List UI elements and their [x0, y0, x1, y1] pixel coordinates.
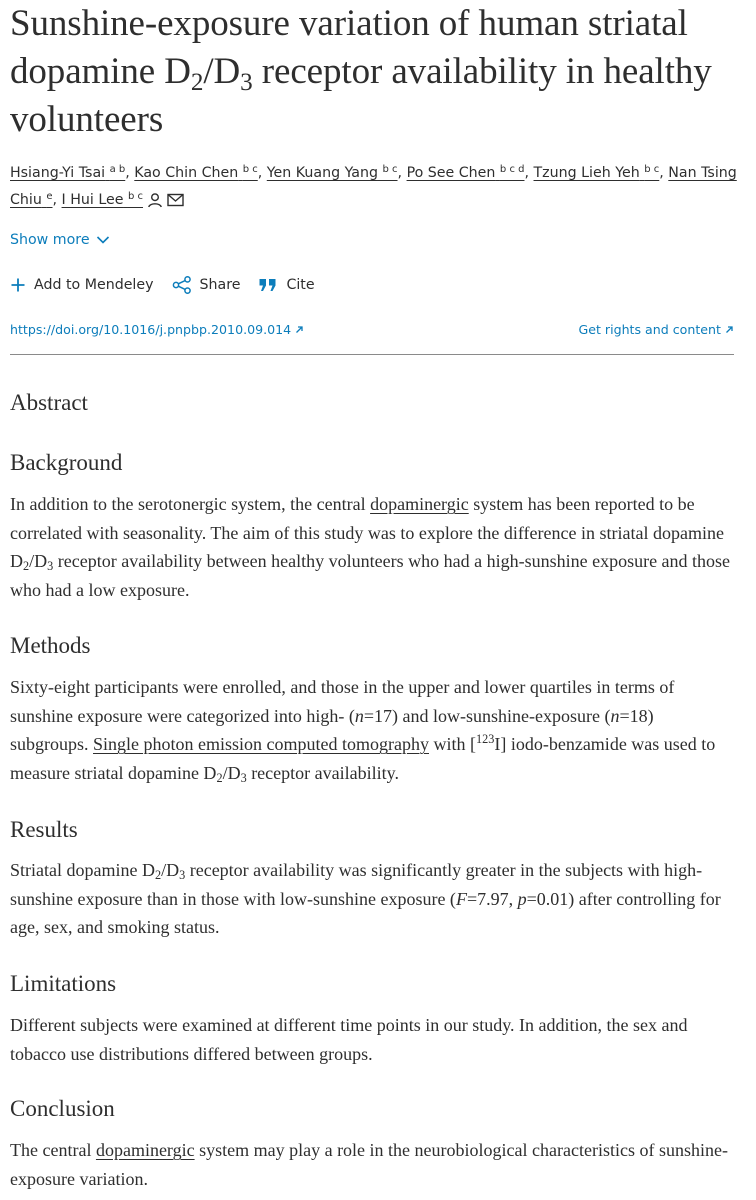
limitations-text: Different subjects were examined at different time points in our study. In addition, the sex and tobacco use distributions differed between groups.	[10, 1015, 688, 1064]
author-link[interactable]	[407, 165, 525, 181]
author-affiliation: b c	[644, 163, 660, 175]
italic-var: F	[455, 888, 467, 909]
chevron-down-icon	[96, 235, 110, 245]
share-icon	[172, 276, 192, 294]
article-actions	[10, 276, 333, 294]
text-run: /D	[29, 551, 48, 571]
author-name: Kao Chin Chen	[134, 165, 239, 181]
author-link[interactable]	[62, 192, 184, 208]
title-text: Sunshine-exposure variation of human striatal dopamine D	[10, 3, 688, 92]
spect-link[interactable]: Single photon emission computed tomography	[93, 734, 429, 754]
show-more-button[interactable]	[10, 232, 110, 248]
italic-var: n	[354, 705, 364, 726]
results-text	[10, 856, 736, 942]
author-name: Po See Chen	[406, 165, 496, 181]
author-link[interactable]	[10, 165, 125, 181]
text-run: receptor availability between healthy volunteers who had a high-sunshine exposure and those who had a low exposure.	[10, 551, 731, 600]
person-icon[interactable]	[147, 192, 163, 208]
article-links	[10, 322, 734, 337]
conclusion-text	[10, 1136, 736, 1193]
author-affiliation: e	[46, 190, 53, 202]
show-more-label: Show more	[10, 232, 90, 248]
author-name: Yen Kuang Yang	[266, 165, 378, 181]
limitations-heading: Limitations	[10, 971, 117, 996]
text-run: after controlling for age, sex, and smoking status.	[10, 888, 721, 937]
text-run: system has been reported to be correlated with seasonality. The aim of this study was to explore the difference in striatal dopamine D	[10, 494, 724, 571]
conclusion-heading: Conclusion	[10, 1096, 115, 1121]
author-name: Tzung Lieh Yeh	[533, 165, 640, 181]
cite-label: Cite	[286, 277, 315, 293]
text-run: with [	[429, 734, 476, 754]
methods-text	[10, 673, 736, 787]
dopaminergic-link[interactable]: dopaminergic	[95, 1140, 195, 1160]
text-run: In addition to the serotonergic system, the central	[10, 494, 371, 514]
text-run: The central	[10, 1140, 96, 1160]
plus-icon	[10, 277, 26, 293]
quote-icon	[258, 277, 278, 293]
text-run: system may play a role in the neurobiological characteristics of sunshine-exposure variation.	[10, 1140, 728, 1189]
text-run: =17) and low-sunshine-exposure (	[363, 705, 611, 726]
text-run: =0.01)	[526, 888, 575, 909]
methods-heading: Methods	[10, 633, 91, 658]
title-subscript: 3	[240, 69, 253, 97]
mendeley-label: Add to Mendeley	[34, 277, 154, 293]
mail-icon[interactable]	[167, 193, 184, 207]
share-label: Share	[199, 277, 241, 293]
title-text: receptor availability in healthy volunteers	[10, 51, 712, 140]
rights-link[interactable]	[578, 322, 734, 337]
author-affiliation: a b	[109, 163, 126, 175]
text-run: /D	[222, 762, 241, 783]
article-title	[10, 0, 750, 144]
subscript: 3	[47, 559, 54, 574]
author-link[interactable]	[534, 165, 660, 181]
author-list: Hsiang-Yi Tsai $^{a b}$, Kao Chin Chen $^{b c}$, Yen Kuang Yang $^{b c}$, Po See Chen $^{b c d}$, Tzung Lieh Yeh $^{b c}$, Nan Tsing Chiu $^e$, I Hui Lee $^{b c}$	[10, 163, 737, 208]
author-affiliation: b c	[242, 163, 258, 175]
author-link[interactable]	[134, 165, 257, 181]
author-name: I Hui Lee	[61, 192, 124, 208]
external-link-icon	[725, 325, 734, 334]
add-to-mendeley-button[interactable]	[10, 277, 154, 293]
text-run: Striatal dopamine D	[10, 860, 155, 880]
text-run: Sixty-eight participants were enrolled, and those in the upper and lower quartiles in terms of sunshine exposure were categorized into high- (	[10, 677, 675, 726]
background-text	[10, 490, 736, 604]
subscript: 3	[240, 770, 247, 785]
subscript: 2	[23, 559, 30, 574]
dopaminergic-link[interactable]: dopaminergic	[370, 494, 469, 514]
italic-var: p	[517, 888, 527, 909]
superscript: 123	[476, 732, 495, 747]
title-subscript: 2	[190, 69, 204, 97]
author-name: Nan Tsing Chiu	[10, 165, 737, 208]
text-run: receptor availability was significantly greater in the subjects with high-sunshine exposure than in those with low-sunshine exposure (	[10, 860, 703, 909]
divider	[10, 354, 734, 355]
title-text: /D	[203, 51, 241, 92]
rights-text: Get rights and content	[578, 322, 721, 337]
author-link[interactable]	[267, 165, 398, 181]
background-heading: Background	[10, 450, 123, 475]
text-run: I] iodo-benzamide was used to measure striatal dopamine D	[10, 734, 716, 783]
author-affiliation: b c	[382, 163, 398, 175]
text-run: =7.97,	[466, 888, 518, 909]
doi-text: https://doi.org/10.1016/j.pnpbp.2010.09.014	[10, 322, 292, 337]
subscript: 2	[154, 868, 162, 883]
author-affiliation: b c	[127, 190, 144, 202]
external-link-icon	[295, 325, 304, 334]
abstract-heading: Abstract	[10, 390, 88, 415]
text-run: =18) subgroups.	[10, 705, 654, 754]
subscript: 3	[179, 868, 186, 883]
share-button[interactable]	[172, 276, 241, 294]
author-affiliation: b c d	[499, 163, 525, 175]
doi-link[interactable]	[10, 322, 304, 337]
italic-var: n	[610, 705, 620, 726]
results-heading: Results	[10, 817, 78, 842]
cite-button[interactable]	[258, 277, 314, 293]
text-run: /D	[161, 860, 180, 880]
author-name: Hsiang-Yi Tsai	[10, 165, 106, 181]
text-run: receptor availability.	[246, 762, 399, 783]
subscript: 2	[216, 770, 223, 785]
